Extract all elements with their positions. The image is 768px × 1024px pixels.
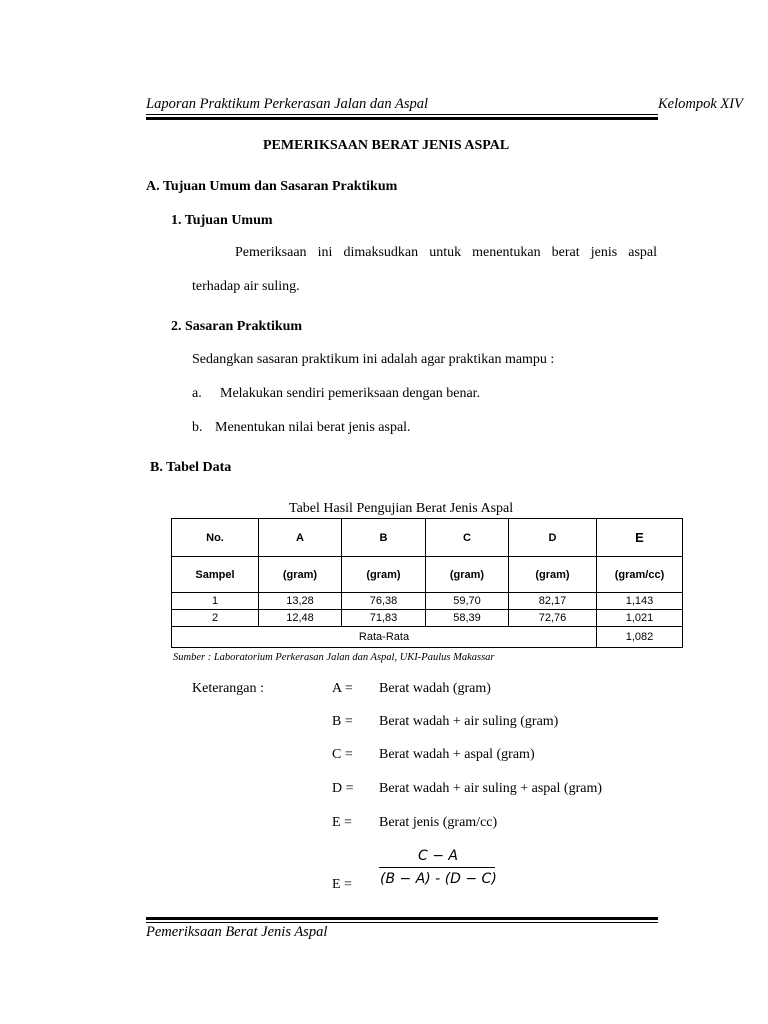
- legend-key-c: C =: [332, 747, 353, 762]
- formula-lhs: E =: [332, 877, 352, 892]
- legend-desc-e: Berat jenis (gram/cc): [379, 815, 498, 830]
- header-cell-no: No.: [172, 519, 259, 557]
- subsection-1-heading: 1. Tujuan Umum: [171, 213, 273, 228]
- header-group: Kelompok XIV: [658, 96, 743, 112]
- fraction-bar: [379, 867, 495, 868]
- footer-title: Pemeriksaan Berat Jenis Aspal: [146, 924, 328, 940]
- legend-desc-d: Berat wadah + air suling + aspal (gram): [379, 781, 602, 796]
- subsection-2-heading: 2. Sasaran Praktikum: [171, 319, 303, 334]
- legend-key-b: B =: [332, 714, 353, 729]
- formula-denominator: (B − A) - (D − C): [380, 871, 497, 887]
- table-cell: 72,76: [509, 610, 597, 627]
- header-cell-e: E: [597, 519, 683, 557]
- table-row: [172, 610, 683, 627]
- header-rule-thin: [146, 114, 658, 115]
- footer-rule-thick: [146, 917, 658, 920]
- table-cell: 59,70: [426, 593, 509, 610]
- header-cell-a: A: [259, 519, 342, 557]
- table-cell: 2: [172, 610, 259, 627]
- footer-rule-thin: [146, 922, 658, 923]
- average-label: Rata-Rata: [172, 627, 597, 648]
- table-cell: 13,28: [259, 593, 342, 610]
- legend-desc-a: Berat wadah (gram): [379, 681, 491, 696]
- legend-key-d: D =: [332, 781, 354, 796]
- unit-cell-c: (gram): [426, 557, 509, 593]
- table-cell: 1,021: [597, 610, 683, 627]
- header-title: Laporan Praktikum Perkerasan Jalan dan Aspal: [146, 96, 429, 112]
- table-header-row: [172, 519, 683, 557]
- legend-desc-b: Berat wadah + air suling (gram): [379, 714, 559, 729]
- section-a-heading: A. Tujuan Umum dan Sasaran Praktikum: [146, 179, 398, 194]
- unit-cell-a: (gram): [259, 557, 342, 593]
- legend-desc-c: Berat wadah + aspal (gram): [379, 747, 535, 762]
- list-item-a: Melakukan sendiri pemeriksaan dengan benar.: [220, 386, 481, 401]
- keterangan-label: Keterangan :: [192, 681, 264, 696]
- formula-numerator: C − A: [418, 848, 458, 864]
- table-row: [172, 593, 683, 610]
- paragraph-line-1: Pemeriksaan ini dimaksudkan untuk menentukan berat jenis aspal: [235, 245, 657, 260]
- table-cell: 12,48: [259, 610, 342, 627]
- table-source-note: Sumber : Laboratorium Perkerasan Jalan dan Aspal, UKI-Paulus Makassar: [173, 652, 495, 663]
- legend-key-a: A =: [332, 681, 353, 696]
- table-cell: 1,143: [597, 593, 683, 610]
- header-rule-thick: [146, 117, 658, 120]
- table-cell: 71,83: [342, 610, 426, 627]
- table-average-row: [172, 627, 683, 648]
- average-value: 1,082: [597, 627, 683, 648]
- table-caption: Tabel Hasil Pengujian Berat Jenis Aspal: [289, 501, 514, 516]
- table-cell: 1: [172, 593, 259, 610]
- unit-cell-e: (gram/cc): [597, 557, 683, 593]
- unit-cell-sampel: Sampel: [172, 557, 259, 593]
- data-table: [171, 518, 683, 648]
- table-cell: 82,17: [509, 593, 597, 610]
- table-cell: 58,39: [426, 610, 509, 627]
- list-item-b: Menentukan nilai berat jenis aspal.: [215, 420, 411, 435]
- document-title: PEMERIKSAAN BERAT JENIS ASPAL: [263, 138, 510, 153]
- praktikum-intro: Sedangkan sasaran praktikum ini adalah agar praktikan mampu :: [192, 352, 555, 367]
- table-cell: 76,38: [342, 593, 426, 610]
- list-marker-a: a.: [192, 386, 202, 401]
- unit-cell-d: (gram): [509, 557, 597, 593]
- unit-cell-b: (gram): [342, 557, 426, 593]
- paragraph-line-2: terhadap air suling.: [192, 279, 300, 294]
- header-cell-d: D: [509, 519, 597, 557]
- legend-key-e: E =: [332, 815, 352, 830]
- table-unit-row: [172, 557, 683, 593]
- list-marker-b: b.: [192, 420, 203, 435]
- header-cell-b: B: [342, 519, 426, 557]
- section-b-heading: B. Tabel Data: [150, 460, 232, 475]
- header-cell-c: C: [426, 519, 509, 557]
